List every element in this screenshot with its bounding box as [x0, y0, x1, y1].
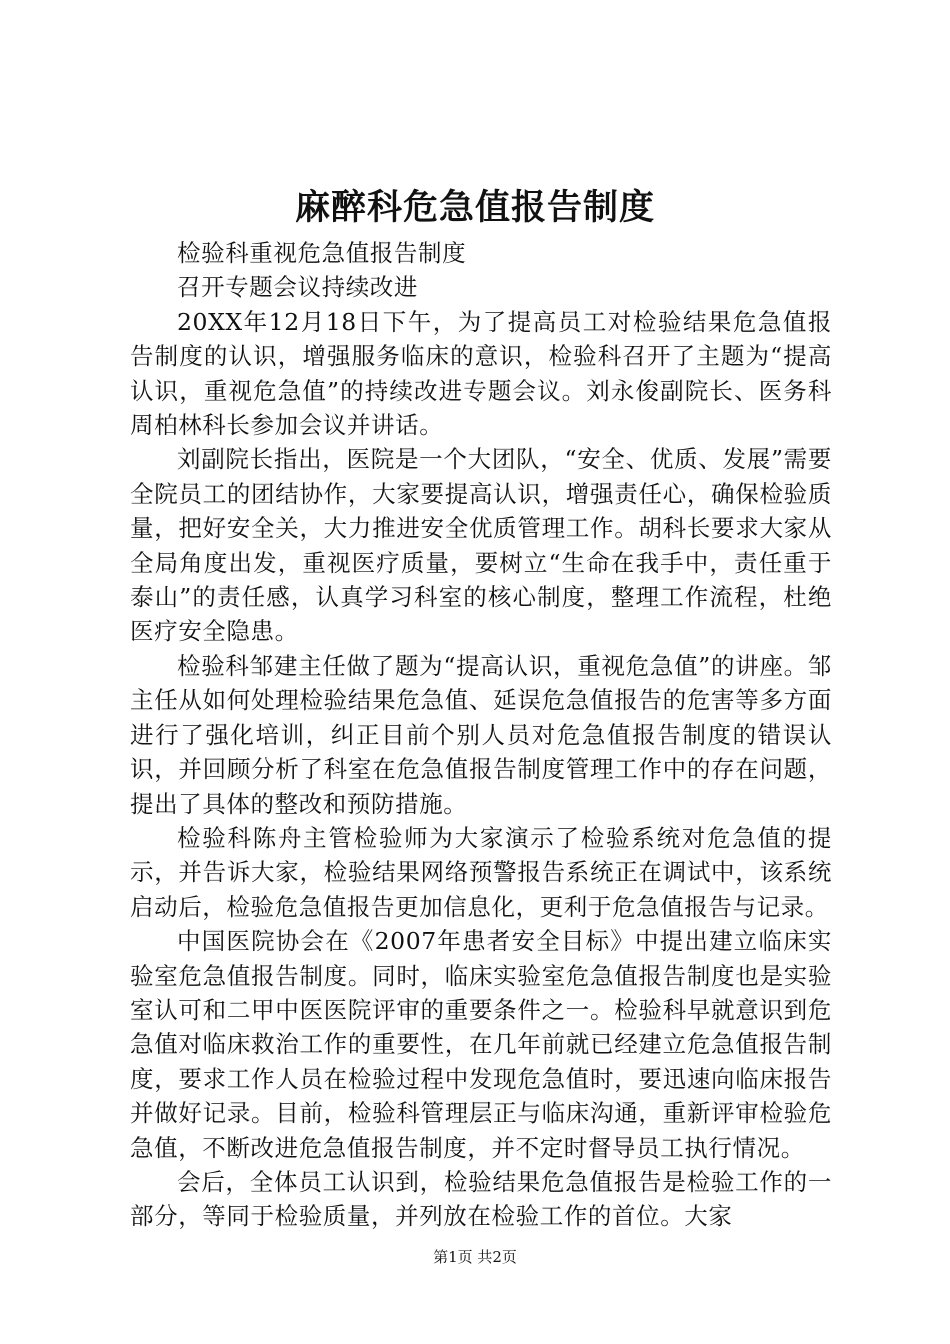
- paragraph-subtitle-1: 检验科重视危急值报告制度: [177, 239, 467, 267]
- paragraph-system-demo: 检验科陈舟主管检验师为大家演示了检验系统对危急值的提示，并告诉大家，检验结果网络预警报告系统正在调试中，该系统启动后，检验危急值报告更加信息化，更利于危急值报告与记录。: [130, 823, 832, 921]
- paragraph-conclusion: 会后，全体员工认识到，检验结果危急值报告是检验工作的一部分，等同于检验质量，并列放在检验工作的首位。大家: [130, 1167, 832, 1231]
- page-number-footer: 第1页 共2页: [433, 1248, 517, 1266]
- document-body: [130, 236, 832, 1234]
- paragraph-meeting-intro: 20XX年12月18日下午，为了提高员工对检验结果危急值报告制度的认识，增强服务临床的意识，检验科召开了主题为“提高认识，重视危急值”的持续改进专题会议。刘永俊副院长、医务科周柏林科长参加会议并讲话。: [130, 307, 832, 440]
- paragraph-subtitle-2: 召开专题会议持续改进: [177, 273, 418, 302]
- paragraph-vice-president-remarks: 刘副院长指出，医院是一个大团队，“安全、优质、发展”需要全院员工的团结协作，大家要提高认识，增强责任心，确保检验质量，把好安全关，大力推进安全优质管理工作。胡科长要求大家从全局角度出发，重视医疗质量，要树立“生命在我手中，责任重于泰山”的责任感，认真学习科室的核心制度，整理工作流程，杜绝医疗安全隐患。: [130, 445, 832, 646]
- document-title: 麻醉科危急值报告制度: [294, 187, 655, 228]
- paragraph-background: 中国医院协会在《2007年患者安全目标》中提出建立临床实验室危急值报告制度。同时，临床实验室危急值报告制度也是实验室认可和二甲中医医院评审的重要条件之一。检验科早就意识到危急值对临床救治工作的重要性，在几年前就已经建立危急值报告制度，要求工作人员在检验过程中发现危急值时，要迅速向临床报告并做好记录。目前，检验科管理层正与临床沟通，重新评审检验危急值，不断改进危急值报告制度，并不定时督导员工执行情况。: [130, 927, 832, 1162]
- paragraph-lecture: 检验科邹建主任做了题为“提高认识，重视危急值”的讲座。邹主任从如何处理检验结果危急值、延误危急值报告的危害等多方面进行了强化培训，纠正目前个别人员对危急值报告制度的错误认识，并回顾分析了科室在危急值报告制度管理工作中的存在问题，提出了具体的整改和预防措施。: [130, 651, 832, 818]
